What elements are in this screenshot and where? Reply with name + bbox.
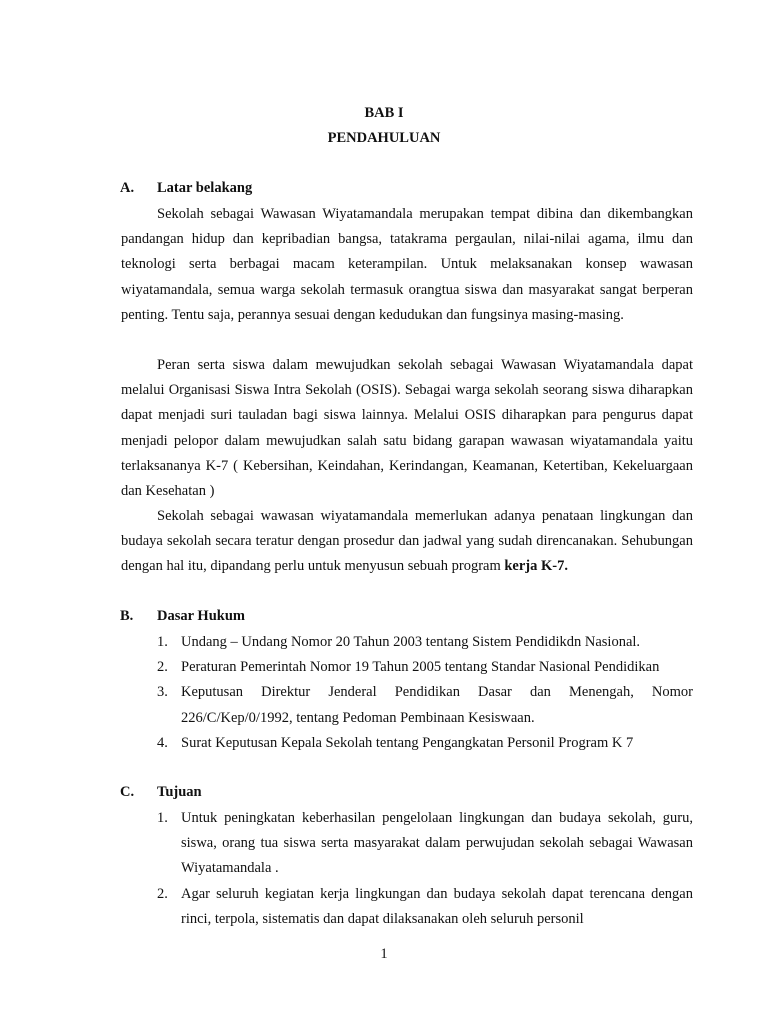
section-a-paragraph-1: Sekolah sebagai Wawasan Wiyatamandala merupakan tempat dibina dan dikembangkan pandangan hidup dan kepribadian bangsa, tatakrama pergaulan, nilai-nilai agama, ilmu dan teknologi serta berbagai macam keterampilan. Untuk melaksanakan konsep wawasan wiyatamandala, semua warga sekolah termasuk orangtua siswa dan masyarakat sangat berperan penting. Tentu saja, perannya sesuai dengan kedudukan dan fungsinya masing-masing.	[121, 206, 693, 323]
list-item-number: 3.	[157, 684, 168, 701]
section-a-paragraph-2: Peran serta siswa dalam mewujudkan sekolah sebagai Wawasan Wiyatamandala dapat melalui Organisasi Siswa Intra Sekolah (OSIS). Sebagai warga sekolah seorang siswa diharapkan dapat menjadi suri tauladan bagi siswa lainnya. Melalui OSIS diharapkan para pengurus dapat menjadi pelopor dalam mewujudkan salah satu bidang garapan wawasan wiyatamandala yaitu terlaksananya K-7 ( Kebersihan, Keindahan, Kerindangan, Keamanan, Ketertiban, Kekeluargaan dan Kesehatan )	[121, 357, 693, 500]
list-item	[157, 630, 693, 655]
section-a-letter: A.	[120, 180, 135, 196]
list-item	[157, 731, 693, 756]
section-c-list	[157, 806, 693, 932]
list-item-number: 1.	[157, 634, 168, 650]
list-item	[157, 806, 693, 882]
list-item	[157, 882, 693, 932]
list-item-number: 2.	[157, 885, 168, 902]
list-item-text: Untuk peningkatan keberhasilan pengelolaan lingkungan dan budaya sekolah, guru, siswa, orang tua siswa serta masyarakat dalam perwujudan sekolah sebagai Wawasan Wiyatamandala .	[181, 810, 693, 877]
section-a-heading	[120, 180, 420, 200]
section-c-title: Tujuan	[157, 784, 202, 800]
list-item-number: 4.	[157, 734, 168, 751]
list-item-text: Peraturan Pemerintah Nomor 19 Tahun 2005 tentang Standar Nasional Pendidikan	[181, 659, 660, 676]
section-a-paragraph-3-bold: kerja K-7.	[504, 558, 568, 575]
chapter-label: BAB I	[364, 105, 404, 121]
list-item-text: Keputusan Direktur Jenderal Pendidikan Dasar dan Menengah, Nomor 226/C/Kep/0/1992, tentang Pedoman Pembinaan Kesiswaan.	[181, 684, 693, 726]
section-c-heading	[120, 784, 420, 804]
section-b-list	[157, 630, 693, 756]
chapter-title: PENDAHULUAN	[327, 130, 441, 146]
section-b-letter: B.	[120, 608, 134, 624]
page-number: 1	[380, 946, 388, 962]
list-item	[157, 680, 693, 730]
section-c-letter: C.	[120, 784, 135, 800]
list-item-text: Undang – Undang Nomor 20 Tahun 2003 tentang Sistem Pendidikdn Nasional.	[181, 634, 641, 650]
list-item-number: 2.	[157, 659, 168, 676]
section-b-heading	[120, 608, 420, 628]
section-a-title: Latar belakang	[157, 180, 253, 196]
section-a-paragraph-3-text: Sekolah sebagai wawasan wiyatamandala memerlukan adanya penataan lingkungan dan budaya sekolah secara teratur dengan prosedur dan jadwal yang sudah direncanakan. Sehubungan dengan hal itu, dipandang perlu untuk menyusun sebuah program	[121, 508, 693, 575]
section-a-paragraph-3	[121, 504, 693, 580]
list-item	[157, 655, 693, 680]
list-item-text: Agar seluruh kegiatan kerja lingkungan dan budaya sekolah dapat terencana dengan rinci, terpola, sistematis dan dapat dilaksanakan oleh seluruh personil	[181, 885, 693, 927]
section-b-title: Dasar Hukum	[157, 608, 245, 624]
list-item-text: Surat Keputusan Kepala Sekolah tentang Pengangkatan Personil Program K 7	[181, 734, 634, 751]
list-item-number: 1.	[157, 810, 168, 826]
